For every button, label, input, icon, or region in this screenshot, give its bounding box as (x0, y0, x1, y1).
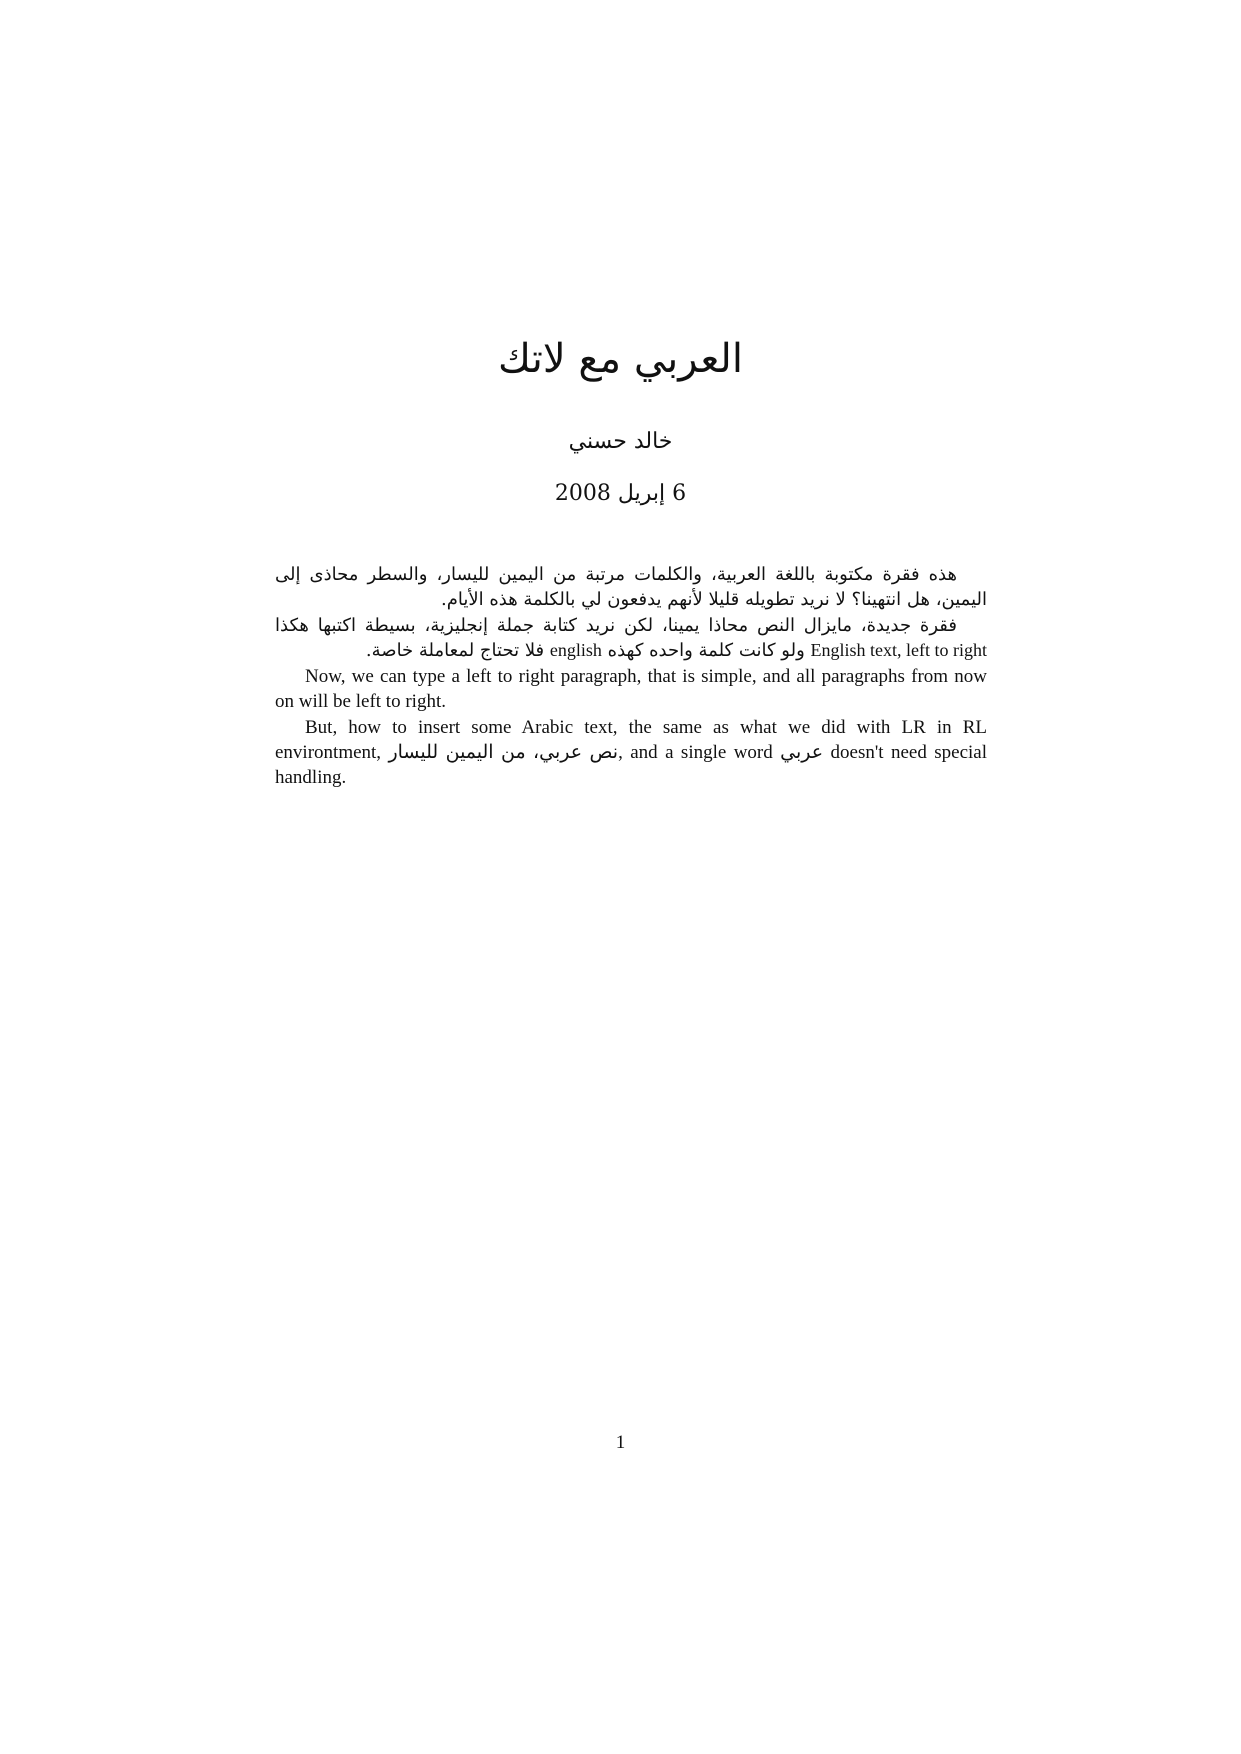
page-number: 1 (615, 1432, 626, 1453)
paragraph-english-2-part1: But, how to insert some Arabic text, the same as what we did with LR in RL environtment, (275, 717, 987, 763)
paragraph-english-2 (275, 715, 987, 790)
inline-arabic-sentence: نص عربي، من اليمين لليسار (388, 742, 619, 763)
paragraph-english-2-part2: , and a single word (618, 742, 773, 763)
paragraph-english-1: Now, we can type a left to right paragraph, that is simple, and all paragraphs from now on will be left to right. (275, 666, 987, 712)
inline-english-sentence: English text, left to right (810, 640, 987, 660)
document-body (275, 562, 987, 790)
paragraph-english-2-part3: doesn't need special handling. (275, 742, 987, 788)
inline-english-word: english (549, 640, 602, 660)
paragraph-arabic-2-part2: ولو كانت كلمة واحده كهذه (607, 640, 805, 661)
document-title: العربي مع لاتك (498, 336, 743, 382)
document-author: خالد حسني (568, 429, 673, 454)
inline-arabic-word: عربي (780, 742, 824, 763)
paragraph-arabic-1: هذه فقرة مكتوبة باللغة العربية، والكلمات مرتبة من اليمين لليسار، والسطر محاذى إلى اليمين، هل انتهينا؟ لا نريد تطويله قليلا لأنهم يدفعون لي بالكلمة هذه الأيام. (275, 564, 987, 610)
paragraph-arabic-2-part1: فقرة جديدة، مايزال النص محاذا يمينا، لكن نريد كتابة جملة إنجليزية، بسيطة اكتبها هكذا (275, 615, 957, 636)
paragraph-arabic-2 (275, 613, 987, 663)
document-date: 6 إبريل 2008 (554, 481, 687, 506)
paragraph-arabic-2-part3: فلا تحتاج لمعاملة خاصة. (365, 640, 545, 661)
